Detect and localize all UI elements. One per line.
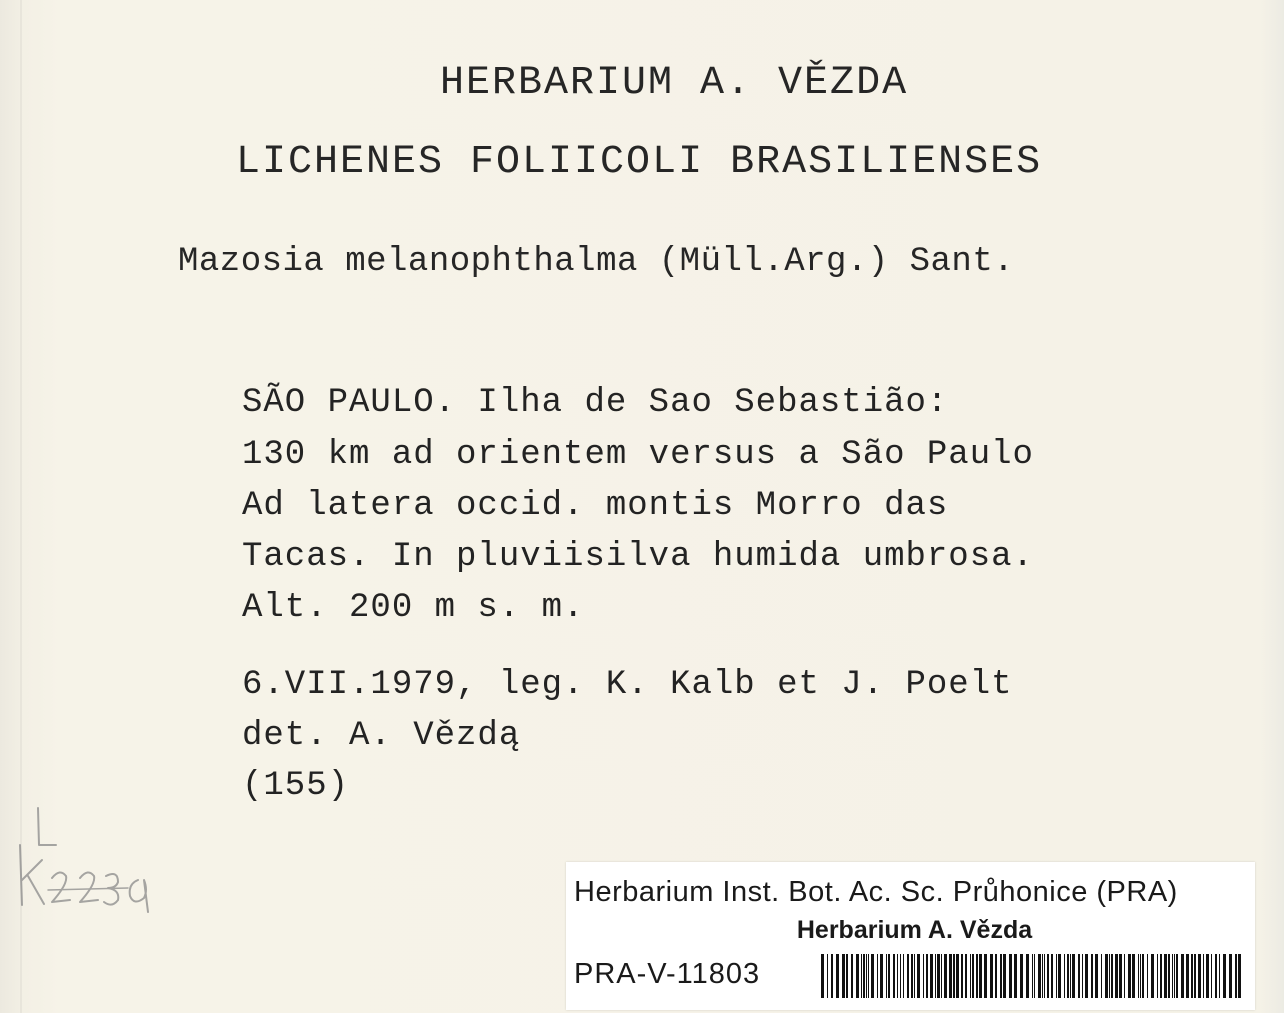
barcode-bar xyxy=(1070,954,1071,998)
barcode-bar xyxy=(1198,954,1201,998)
barcode-bar xyxy=(842,954,845,998)
barcode-bar xyxy=(941,954,942,998)
locality-line: SÃO PAULO. Ilha de Sao Sebastião: xyxy=(242,384,949,422)
barcode-bar xyxy=(1142,954,1144,998)
barcode-bar xyxy=(1181,954,1184,998)
barcode-bar xyxy=(1082,954,1083,998)
barcode-bar xyxy=(836,954,839,998)
barcode-bar xyxy=(984,954,987,998)
barcode-bar xyxy=(1003,954,1006,998)
barcode-bar xyxy=(1000,954,1002,998)
barcode-bar xyxy=(900,954,901,998)
barcode-bar xyxy=(1235,954,1237,998)
barcode-bar xyxy=(1095,954,1098,998)
barcode-bar xyxy=(914,954,915,998)
barcode-bar xyxy=(1172,954,1173,998)
barcode-bar xyxy=(827,954,828,998)
barcode-bar xyxy=(990,954,993,998)
institution-name: Herbarium Inst. Bot. Ac. Sc. Průhonice (PRA) xyxy=(574,876,1178,908)
barcode-bar xyxy=(846,954,848,998)
barcode-bar xyxy=(1115,954,1118,998)
barcode-bar xyxy=(926,954,928,998)
barcode-bar xyxy=(868,954,869,998)
barcode-bar xyxy=(886,954,887,998)
barcode-bar xyxy=(1026,954,1029,998)
barcode-bar xyxy=(1105,954,1108,998)
barcode-bar xyxy=(821,954,824,998)
barcode-bar xyxy=(1164,954,1167,998)
barcode-bar xyxy=(1014,954,1017,998)
barcode-bar xyxy=(1020,954,1023,998)
barcode-bar xyxy=(871,954,874,998)
barcode-bar xyxy=(1047,954,1049,998)
barcode-bar xyxy=(866,954,867,998)
barcode-bar xyxy=(888,954,890,998)
barcode-bar xyxy=(1151,954,1154,998)
barcode-bar xyxy=(1132,954,1135,998)
barcode-bar xyxy=(877,954,878,998)
collection-name: Herbarium A. Vězda xyxy=(796,916,1033,944)
barcode-bar xyxy=(1032,954,1033,998)
barcode-bar xyxy=(917,954,920,998)
barcode-bar xyxy=(1128,954,1131,998)
barcode-bar xyxy=(880,954,883,998)
barcode-bar xyxy=(976,954,978,998)
barcode-bar xyxy=(956,954,959,998)
barcode-bar xyxy=(1191,954,1193,998)
barcode-bar xyxy=(1009,954,1012,998)
handwritten-pencil-note xyxy=(8,800,188,930)
barcode-bar xyxy=(1223,954,1226,998)
barcode-bar xyxy=(1238,954,1241,998)
barcode-bar xyxy=(995,954,997,998)
locality-line: Ad latera occid. montis Morro das xyxy=(242,487,949,525)
barcode-bar xyxy=(972,954,974,998)
barcode-bar xyxy=(944,954,947,998)
barcode-bar xyxy=(1067,954,1069,998)
barcode-bar xyxy=(1140,954,1141,998)
label-subtitle: LICHENES FOLIICOLI BRASILIENSES xyxy=(236,140,1043,185)
collection-line: 6.VII.1979, leg. K. Kalb et J. Poelt xyxy=(242,666,1013,704)
barcode-bar xyxy=(1042,954,1043,998)
barcode-bar xyxy=(1138,954,1139,998)
determiner-line: det. A. Vězdą xyxy=(242,717,521,755)
barcode-bar xyxy=(1219,954,1220,998)
barcode-bar xyxy=(1119,954,1122,998)
barcode-bar xyxy=(1174,954,1175,998)
locality-line: Tacas. In pluviisilva humida umbrosa. xyxy=(242,538,1034,576)
barcode-bar xyxy=(953,954,955,998)
barcode-bar xyxy=(1168,954,1170,998)
barcode-bar xyxy=(961,954,963,998)
barcode-bar xyxy=(897,954,898,998)
barcode-bar xyxy=(979,954,982,998)
barcode-bar xyxy=(1044,954,1045,998)
barcode-bar xyxy=(1206,954,1209,998)
label-title: HERBARIUM A. VĚZDA xyxy=(440,61,909,106)
barcode-bar xyxy=(1091,954,1093,998)
barcode-bar xyxy=(1056,954,1057,998)
locality-line: 130 km ad orientem versus a São Paulo xyxy=(242,436,1034,474)
barcode-bar xyxy=(923,954,924,998)
barcode-bar xyxy=(1085,954,1088,998)
barcode-bar xyxy=(907,954,909,998)
barcode-bar xyxy=(903,954,904,998)
barcode-bar xyxy=(1160,954,1162,998)
barcode-bar xyxy=(1051,954,1053,998)
barcode xyxy=(821,954,1244,998)
barcode-bar xyxy=(935,954,936,998)
barcode-bar xyxy=(1038,954,1041,998)
barcode-bar xyxy=(893,954,895,998)
barcode-bar xyxy=(937,954,940,998)
barcode-bar xyxy=(965,954,967,998)
barcode-bar xyxy=(856,954,859,998)
species-name: Mazosia melanophthalma (Müll.Arg.) Sant. xyxy=(178,243,1015,281)
barcode-bar xyxy=(1072,954,1075,998)
barcode-bar xyxy=(1194,954,1196,998)
barcode-bar xyxy=(1078,954,1080,998)
barcode-bar xyxy=(1211,954,1212,998)
barcode-bar xyxy=(1111,954,1113,998)
label-number: (155) xyxy=(242,767,350,805)
barcode-bar xyxy=(1034,954,1035,998)
barcode-bar xyxy=(831,954,833,998)
barcode-bar xyxy=(851,954,853,998)
specimen-id: PRA-V-11803 xyxy=(574,958,761,990)
barcode-bar xyxy=(1215,954,1217,998)
barcode-bar xyxy=(930,954,933,998)
barcode-bar xyxy=(861,954,862,998)
barcode-bar xyxy=(1186,954,1189,998)
barcode-bar xyxy=(1176,954,1178,998)
barcode-bar xyxy=(1109,954,1110,998)
barcode-bar xyxy=(970,954,971,998)
barcode-bar xyxy=(1203,954,1204,998)
barcode-bar xyxy=(1101,954,1102,998)
barcode-bar xyxy=(1147,954,1148,998)
locality-line: Alt. 200 m s. m. xyxy=(242,589,585,627)
barcode-bar xyxy=(949,954,952,998)
barcode-bar xyxy=(863,954,865,998)
institution-label xyxy=(566,862,1255,1010)
barcode-bar xyxy=(1064,954,1065,998)
barcode-bar xyxy=(1229,954,1232,998)
barcode-bar xyxy=(1058,954,1061,998)
barcode-bar xyxy=(1157,954,1158,998)
barcode-bar xyxy=(1124,954,1125,998)
barcode-bar xyxy=(911,954,913,998)
